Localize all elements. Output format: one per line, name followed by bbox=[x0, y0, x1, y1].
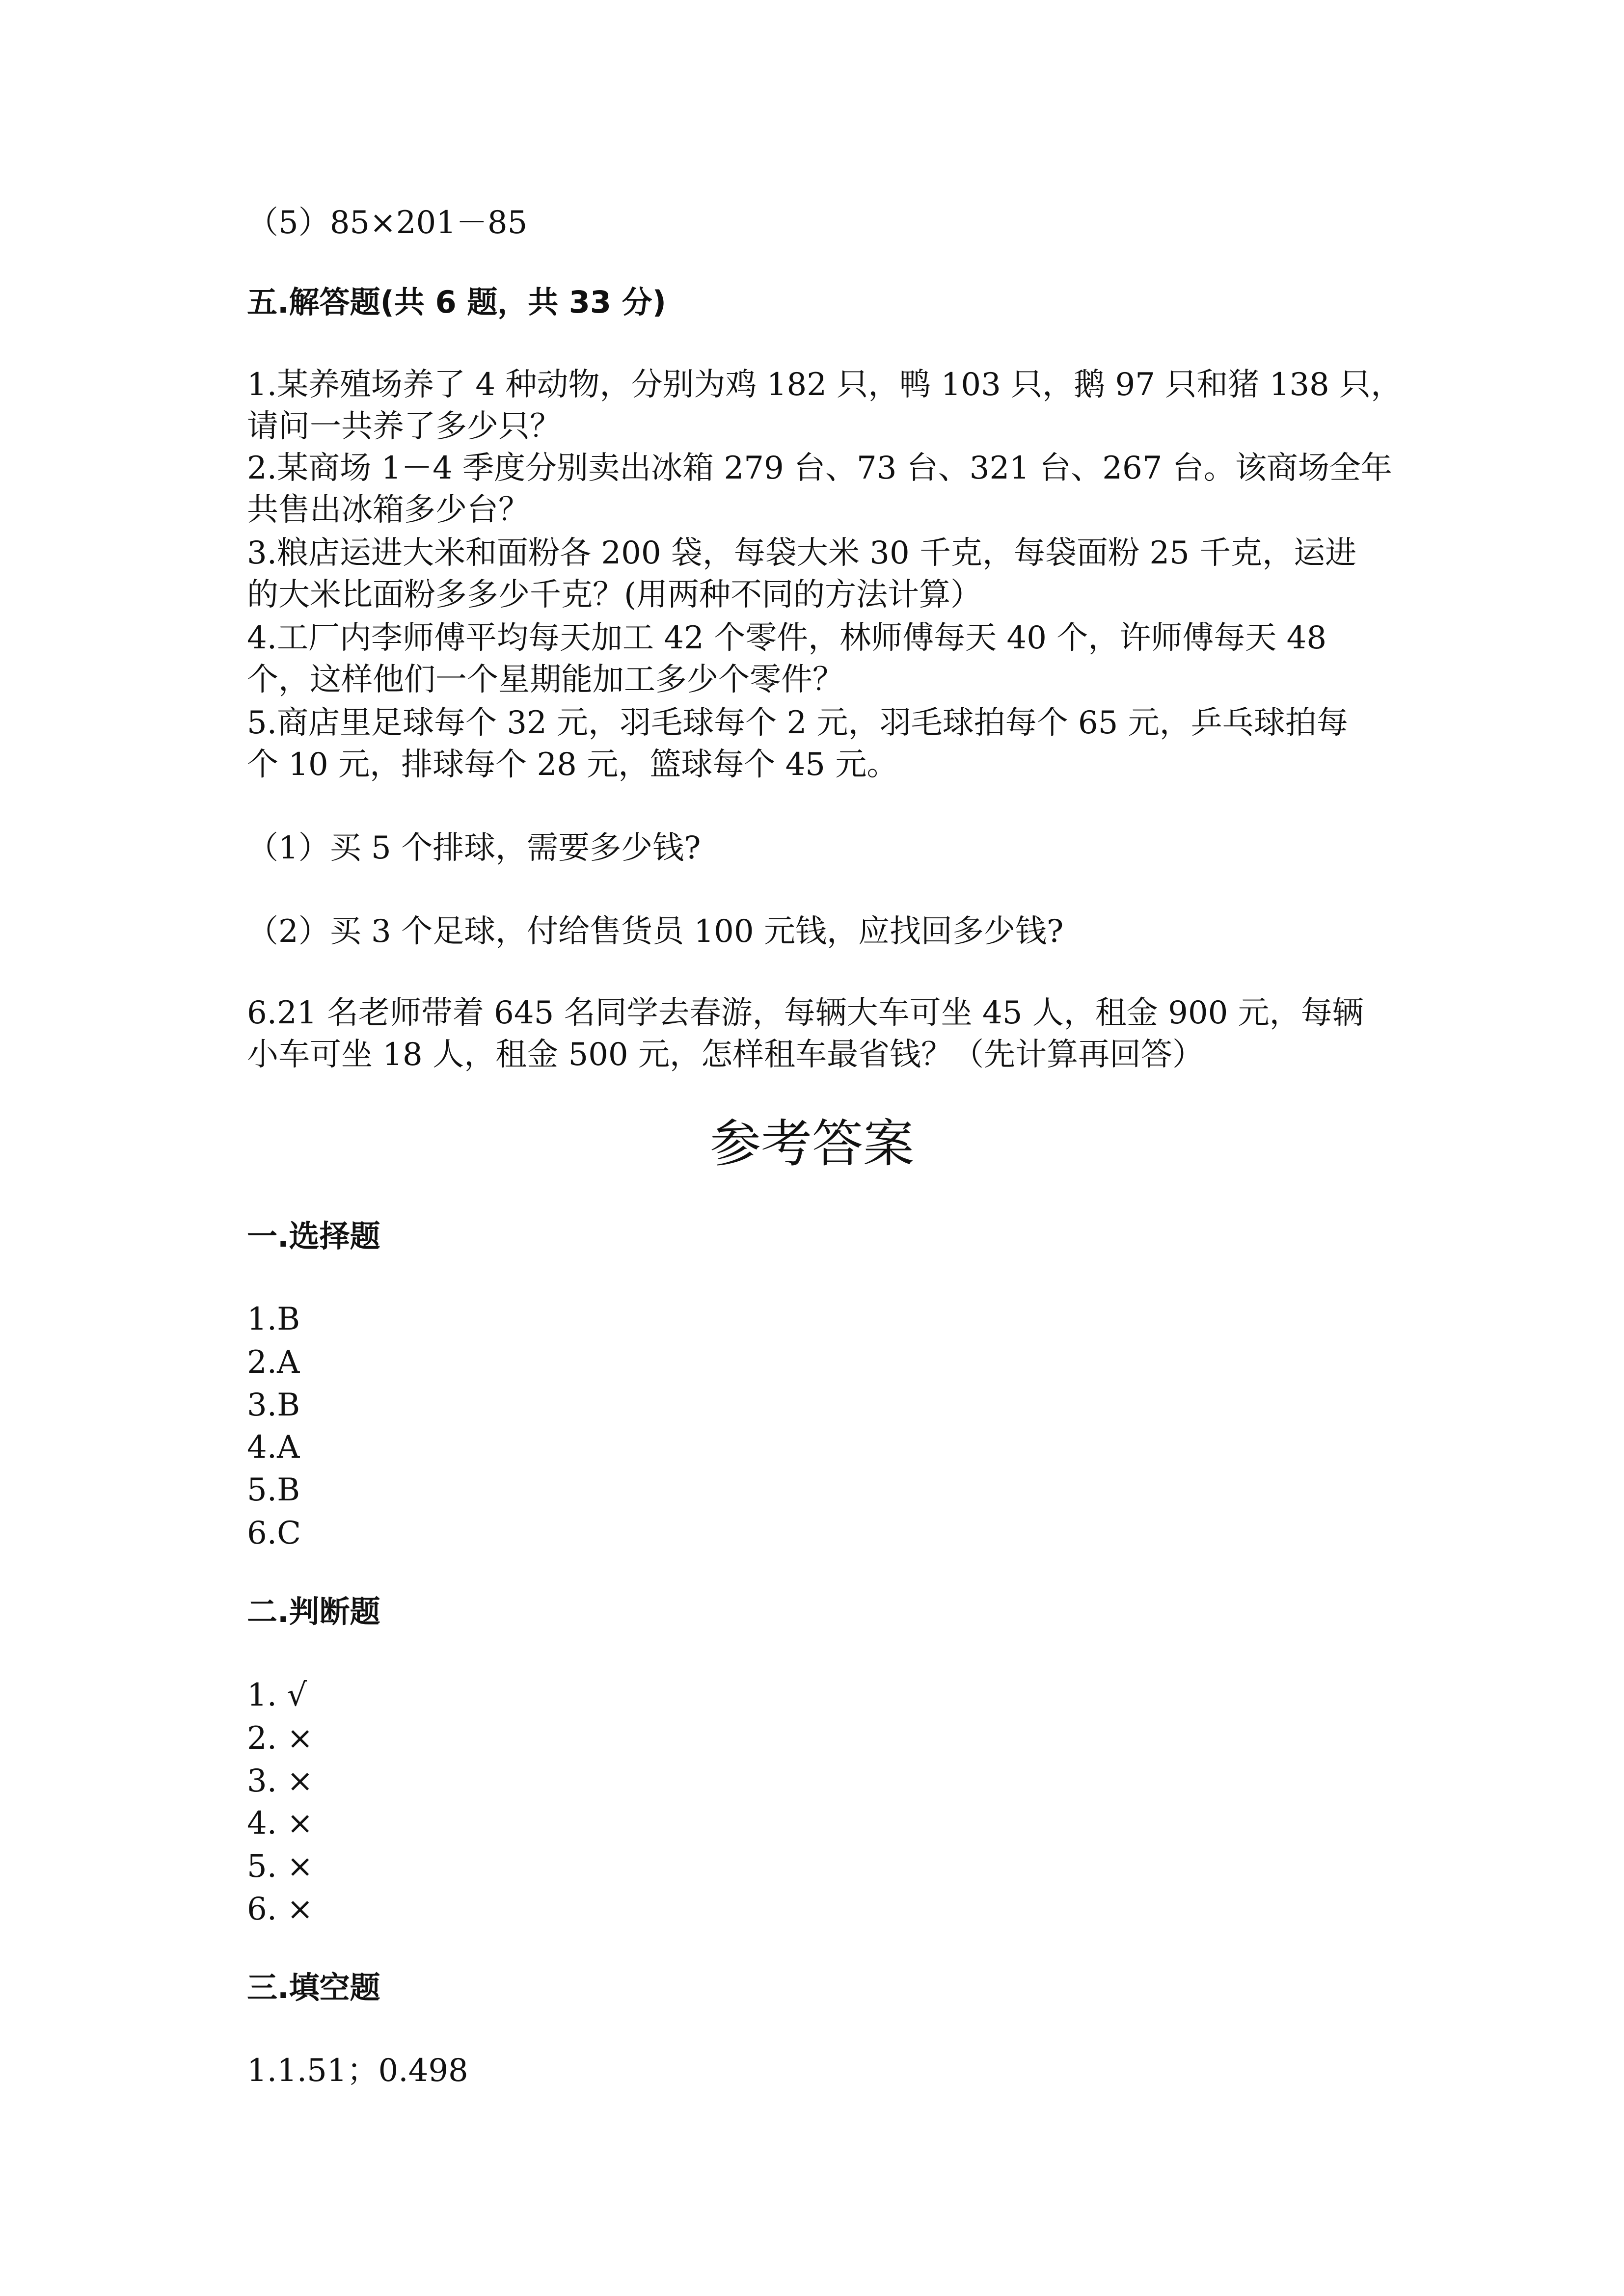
answer-item: 6.C bbox=[247, 1515, 301, 1551]
answer-item: 1.B bbox=[247, 1301, 300, 1337]
question-line: 1.某养殖场养了 4 种动物，分别为鸡 182 只，鸭 103 只，鹅 97 只和猪 138 只， bbox=[247, 367, 1403, 403]
question-line: 请问一共养了多少只？ bbox=[247, 408, 561, 445]
answer-item: 3.B bbox=[247, 1387, 300, 1423]
answer-section-heading: 三.填空题 bbox=[247, 1970, 380, 2005]
answer-item: 4.A bbox=[247, 1429, 300, 1466]
question-line: 共售出冰箱多少台？ bbox=[247, 492, 530, 528]
answer-section-heading: 一.选择题 bbox=[247, 1218, 380, 1254]
question-line: 的大米比面粉多多少千克？(用两种不同的方法计算） bbox=[247, 577, 982, 613]
answer-item: 5.B bbox=[247, 1472, 300, 1508]
question-line: 个 10 元，排球每个 28 元，篮球每个 45 元。 bbox=[247, 747, 898, 783]
question-line: 3.粮店运进大米和面粉各 200 袋，每袋大米 30 千克，每袋面粉 25 千克，运进 bbox=[247, 535, 1357, 571]
question-line: 小车可坐 18 人，租金 500 元，怎样租车最省钱？（先计算再回答） bbox=[247, 1037, 1204, 1073]
sub-question: （1）买 5 个排球，需要多少钱? bbox=[247, 830, 701, 866]
question-line: 5.商店里足球每个 32 元，羽毛球每个 2 元，羽毛球拍每个 65 元，乒乓球拍每 bbox=[247, 705, 1348, 741]
answer-item: 1. √ bbox=[247, 1677, 307, 1713]
answer-item: 1.1.51；0.498 bbox=[247, 2053, 468, 2089]
top-expression: （5）85×201－85 bbox=[247, 205, 528, 241]
sub-question: （2）买 3 个足球，付给售货员 100 元钱，应找回多少钱? bbox=[247, 913, 1064, 950]
answer-section-heading: 二.判断题 bbox=[247, 1594, 380, 1629]
section5-heading: 五.解答题(共 6 题，共 33 分) bbox=[247, 284, 666, 320]
answer-item: 6. × bbox=[247, 1891, 314, 1927]
question-line: 个，这样他们一个星期能加工多少个零件？ bbox=[247, 662, 844, 698]
question-line: 6.21 名老师带着 645 名同学去春游，每辆大车可坐 45 人，租金 900 元，每辆 bbox=[247, 995, 1364, 1031]
answer-item: 2. × bbox=[247, 1720, 314, 1757]
answer-item: 5. × bbox=[247, 1848, 314, 1885]
answer-item: 3. × bbox=[247, 1763, 314, 1799]
answer-item: 4. × bbox=[247, 1805, 314, 1842]
question-line: 4.工厂内李师傅平均每天加工 42 个零件，林师傅每天 40 个，许师傅每天 48 bbox=[247, 620, 1327, 656]
answer-item: 2.A bbox=[247, 1344, 300, 1381]
question-line: 2.某商场 1－4 季度分别卖出冰箱 279 台、73 台、321 台、267 台。该商场全年 bbox=[247, 450, 1392, 486]
answer-key-title: 参考答案 bbox=[709, 1114, 914, 1174]
